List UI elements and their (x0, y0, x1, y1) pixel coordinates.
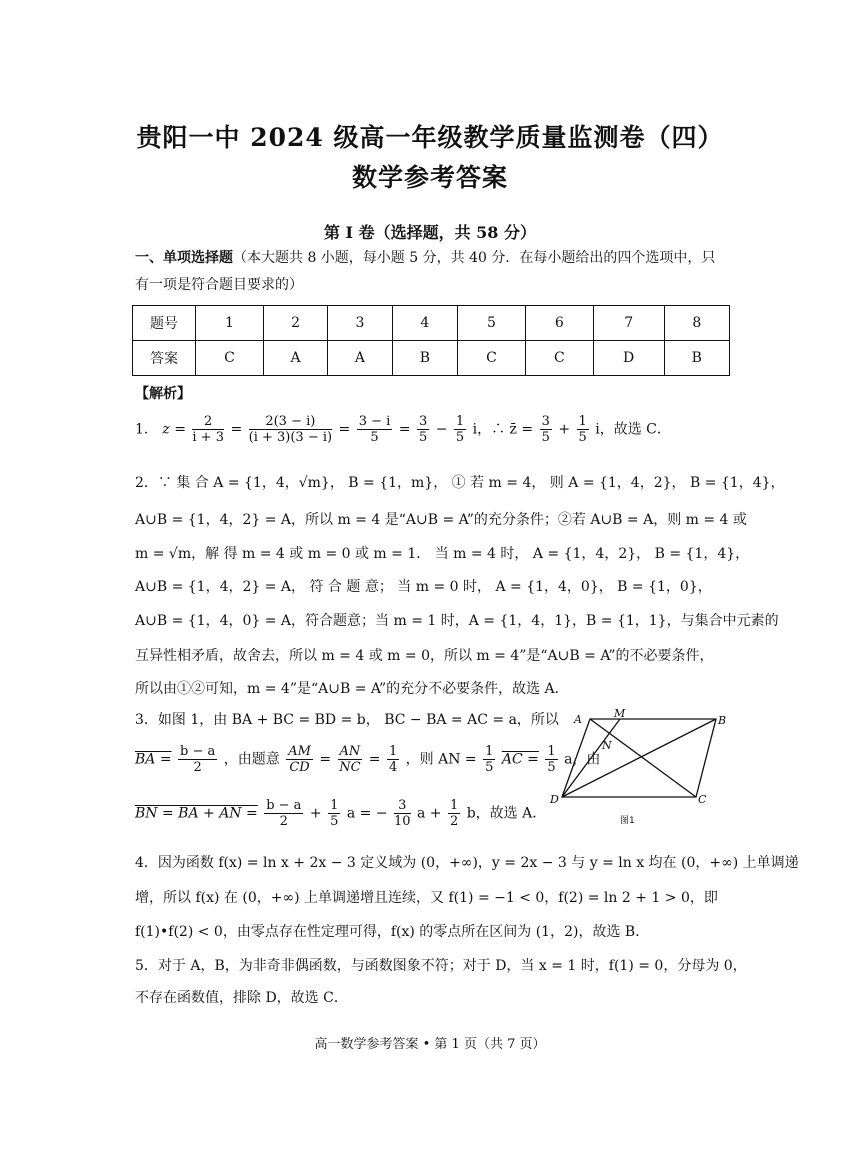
denominator: 5 (455, 430, 465, 445)
figure-label-m: M (614, 707, 626, 720)
table-row-numbers (133, 306, 730, 341)
q1-solution (135, 414, 671, 445)
q2-line: 互异性相矛盾，故舍去，所以 m = 4 或 m = 0，所以 m = 4”是“A∪B = A”的不必要条件， (135, 648, 714, 664)
numerator: 2 (192, 414, 224, 430)
q1-number: 1． (135, 421, 158, 438)
q4-line: f(1)•f(2) < 0，由零点存在性定理可得，f(x) 的零点所在区间为 (1，2)，故选 B． (135, 924, 650, 940)
denominator: 5 (541, 430, 550, 445)
denominator: 5 (418, 430, 428, 445)
numerator: 2(3 − i) (249, 414, 332, 430)
q3-text: ，则 AN = (405, 751, 477, 768)
denominator: 2 (193, 760, 202, 775)
table-cell: A (328, 341, 392, 376)
numerator: 1 (547, 744, 556, 759)
page-subtitle: 数学参考答案 (351, 163, 508, 192)
figure-caption: 图1 (620, 816, 635, 826)
numerator: 1 (578, 414, 587, 429)
section-desc-1: （本大题共 8 小题，每小题 5 分，共 40 分．在每小题给出的四个选项中，只 (233, 250, 716, 266)
parallelogram-figure (550, 705, 740, 830)
q3-text: b，故选 A． (466, 805, 547, 822)
numerator: 3 − i (358, 414, 391, 429)
numerator: b − a (266, 798, 302, 813)
q2-line: A∪B = {1，4，2} = A，所以 m = 4 是“A∪B = A”的充分条件；②若 A∪B = A，则 m = 4 或 (135, 512, 747, 528)
numerator: 3 (394, 798, 411, 814)
q1-text: z = (162, 421, 186, 438)
q1-text: ，∴ z̄ = (477, 421, 534, 438)
q3-text: ，由题意 (223, 751, 280, 768)
table-cell: 2 (263, 306, 327, 341)
denominator: 5 (370, 430, 379, 445)
table-row-answers (133, 341, 730, 376)
fraction (178, 744, 217, 775)
q3-line2 (135, 744, 600, 775)
numerator: 3 (541, 414, 550, 429)
numerator: 1 (330, 798, 339, 813)
fraction (192, 414, 224, 445)
numerator: b − a (180, 744, 216, 759)
fraction (286, 744, 313, 775)
q3-text: BN = BA + AN = (135, 805, 258, 822)
denominator: i + 3 (192, 430, 224, 445)
q5-line: 5．对于 A，B，为非奇非偶函数，与函数图象不符；对于 D，当 x = 1 时，f(1) = 0，分母为 0， (135, 958, 747, 974)
analysis-label: 【解析】 (135, 386, 191, 402)
figure-label-a: A (574, 713, 582, 726)
fraction (483, 744, 495, 775)
table-cell: 6 (525, 306, 593, 341)
fraction (249, 414, 332, 445)
figure-label-b: B (718, 714, 727, 727)
table-header-cell: 答案 (133, 341, 196, 376)
q1-text: = (230, 421, 243, 438)
fraction (357, 414, 393, 445)
figure-label-n: N (602, 739, 612, 752)
q3-text: BA = (135, 751, 172, 768)
q3-text: = (368, 751, 381, 768)
section-label: 一、单项选择题 (135, 250, 233, 266)
table-cell: C (458, 341, 526, 376)
denominator: 10 (393, 814, 411, 829)
q5-line: 不存在函数值，排除 D，故选 C． (135, 990, 348, 1006)
numerator: 1 (449, 798, 459, 813)
q3-text: AC = (501, 751, 539, 768)
denominator: NC (339, 760, 361, 775)
q2-line: 所以由①②可知，m = 4”是“A∪B = A”的充分不必要条件，故选 A． (135, 681, 569, 697)
section-heading: 第 Ⅰ 卷（选择题，共 58 分） (323, 223, 537, 242)
q3-line3 (135, 798, 546, 829)
denominator: 5 (578, 430, 587, 445)
q1-text: = (338, 421, 351, 438)
q4-line: 增，所以 f(x) 在 (0，+∞) 上单调递增且连续，又 f(1) = −1 < 0，f(2) = ln 2 + 1 > 0，即 (135, 890, 718, 906)
q1-text: + (558, 421, 571, 438)
q4-line: 4．因为函数 f(x) = ln x + 2x − 3 定义域为 (0，+∞)，y = 2x − 3 与 y = ln x 均在 (0，+∞) 上单调递 (135, 855, 799, 871)
figure-label-d: D (550, 793, 559, 806)
table-cell: 5 (458, 306, 526, 341)
q3-text: = (319, 751, 332, 768)
denominator: 4 (388, 760, 398, 775)
fraction (394, 798, 411, 829)
denominator: 5 (330, 814, 339, 829)
fraction (417, 414, 429, 445)
numerator: AM (288, 744, 311, 759)
q3-text: + (309, 805, 322, 822)
table-cell: B (664, 341, 729, 376)
q2-line: A∪B = {1，4，0} = A，符合题意；当 m = 1 时，A = {1，4，1}，B = {1，1}，与集合中元素的 (135, 613, 779, 629)
diagonal-bd (562, 719, 716, 797)
line-dm (562, 719, 620, 797)
q3-text: a，由 (564, 751, 601, 768)
numerator: 1 (485, 744, 494, 759)
table-cell: A (263, 341, 327, 376)
fraction (540, 414, 552, 445)
denominator: 5 (547, 760, 556, 775)
table-cell: 7 (593, 306, 664, 341)
q1-text: i，故选 C． (595, 421, 671, 438)
section-instructions-line1 (135, 248, 715, 268)
numerator: 3 (418, 414, 428, 429)
q3-line: 3．如图 1，由 BA + BC = BD = b， BC − BA = AC = a，所以 (135, 712, 559, 728)
q2-line: A∪B = {1，4，2} = A， 符 合 题 意； 当 m = 0 时， A = {1，4，0}， B = {1，0}， (135, 579, 712, 595)
table-cell: 8 (664, 306, 729, 341)
table-cell: 1 (196, 306, 264, 341)
numerator: 1 (388, 744, 398, 759)
table-header-cell: 题号 (133, 306, 196, 341)
fraction (264, 798, 303, 829)
table-cell: C (196, 341, 264, 376)
fraction (448, 798, 460, 829)
fraction (387, 744, 399, 775)
q1-text: i (472, 421, 478, 438)
section-desc-2: 有一项是符合题目要求的） (135, 277, 303, 293)
diagonal-ac (590, 719, 696, 797)
table-cell: C (525, 341, 593, 376)
page-title: 贵阳一中 2024 级高一年级教学质量监测卷（四） (136, 123, 724, 152)
numerator: 1 (455, 414, 465, 429)
fraction (328, 798, 340, 829)
fraction (577, 414, 589, 445)
fraction (454, 414, 466, 445)
denominator: 2 (449, 814, 459, 829)
table-cell: 4 (392, 306, 457, 341)
denominator: CD (289, 760, 310, 775)
table-cell: B (392, 341, 457, 376)
denominator: (i + 3)(3 − i) (248, 430, 333, 445)
q1-text: − (435, 421, 448, 438)
numerator: AN (339, 744, 361, 759)
table-cell: D (593, 341, 664, 376)
q3-text: a + (416, 805, 442, 822)
q3-text: a = − (346, 805, 388, 822)
page-footer: 高一数学参考答案 • 第 1 页（共 7 页） (314, 1037, 546, 1052)
q2-line: 2．∵ 集 合 A = {1，4，√m}， B = {1，m}， ① 若 m = 4， 则 A = {1，4，2}， B = {1，4}， (135, 475, 785, 491)
denominator: 5 (485, 760, 494, 775)
q2-line: m = √m，解 得 m = 4 或 m = 0 或 m = 1． 当 m = 4 时， A = {1，4，2}， B = {1，4}， (135, 546, 750, 562)
q1-text: = (398, 421, 411, 438)
fraction (338, 744, 363, 775)
figure-label-c: C (698, 793, 707, 806)
answer-table (132, 305, 730, 376)
table-cell: 3 (328, 306, 392, 341)
denominator: 2 (279, 814, 288, 829)
